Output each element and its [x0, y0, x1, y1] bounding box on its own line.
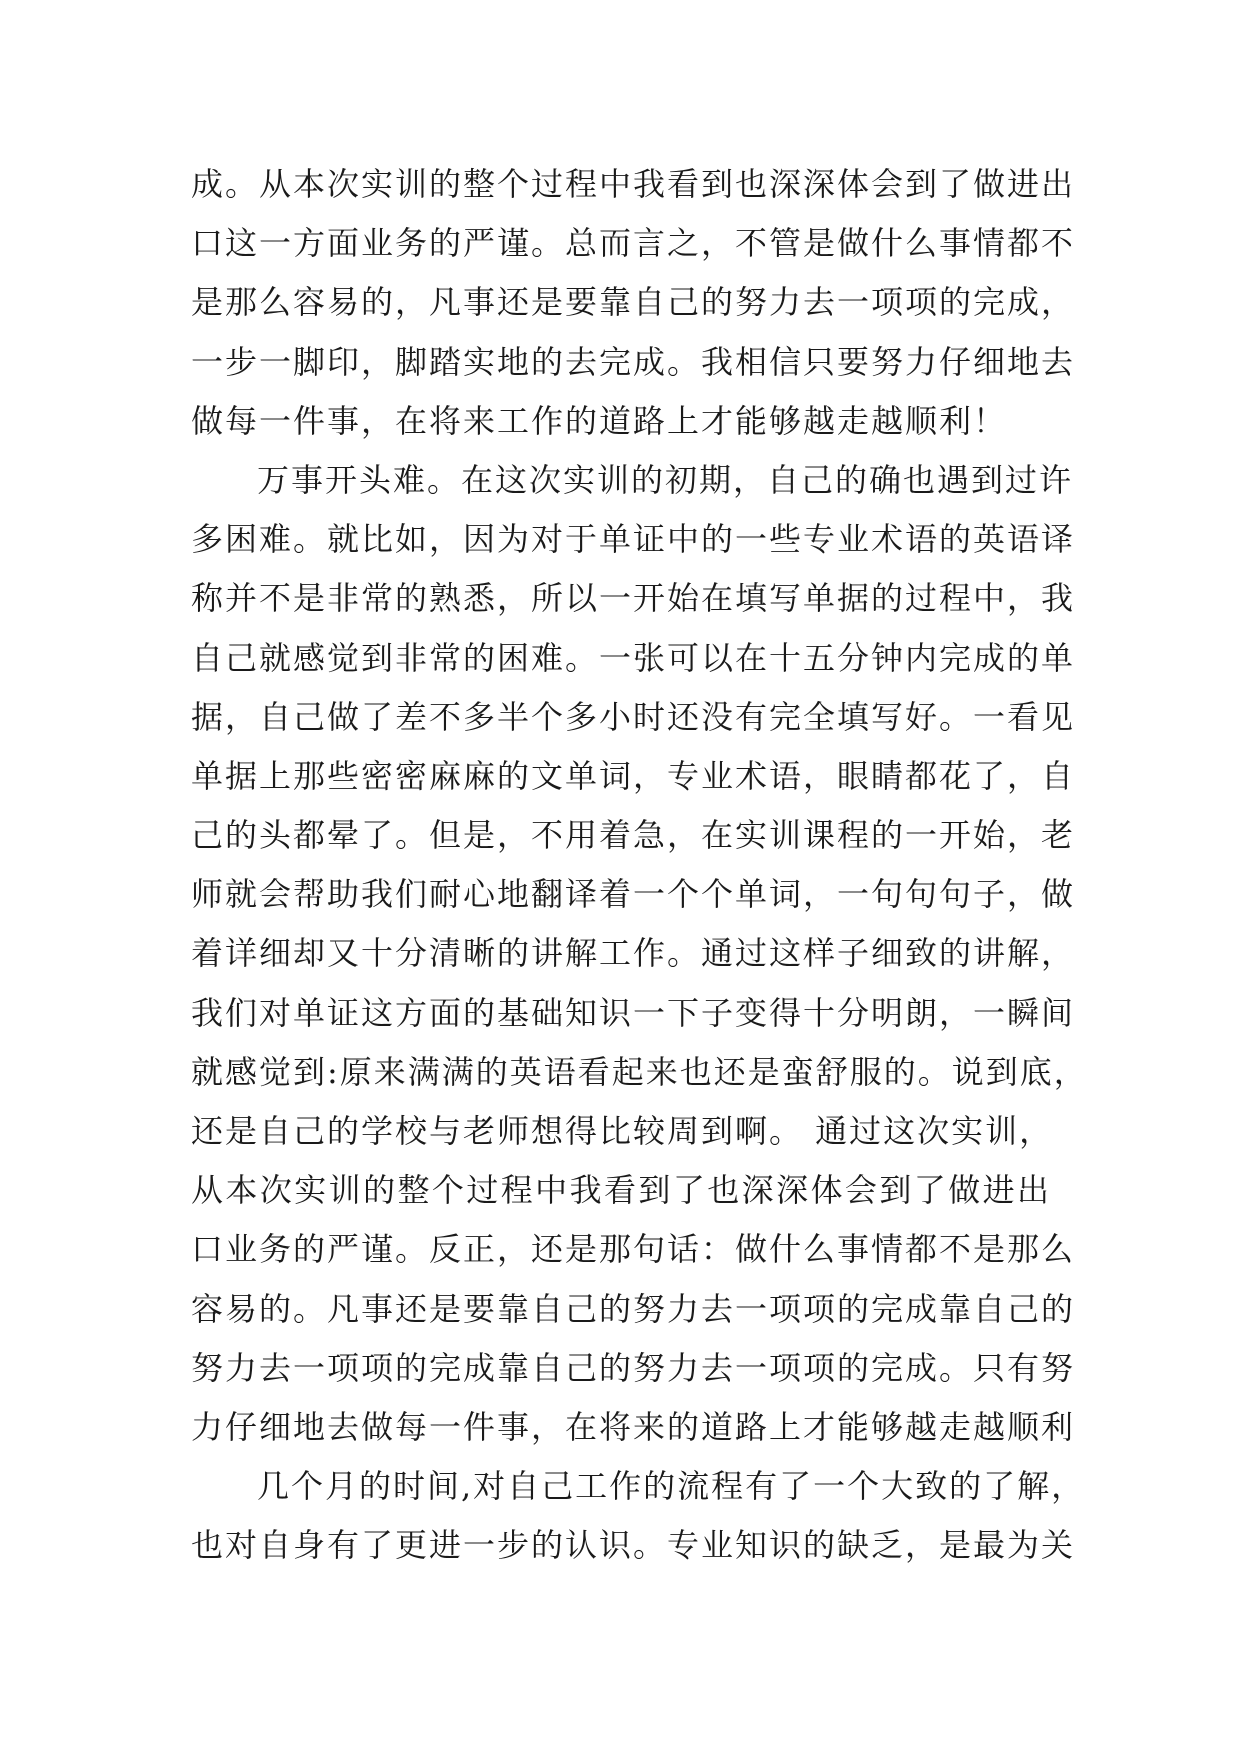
- text-line: 我们对单证这方面的基础知识一下子变得十分明朗，一瞬间: [191, 993, 1076, 1032]
- text-line: 就感觉到:原来满满的英语看起来也还是蛮舒服的。说到底，: [191, 1052, 1088, 1091]
- text-line: 是那么容易的，凡事还是要靠自己的努力去一项项的完成，: [191, 283, 1076, 322]
- text-line: 称并不是非常的熟悉，所以一开始在填写单据的过程中，我: [191, 579, 1076, 618]
- text-line: 自己就感觉到非常的困难。一张可以在十五分钟内完成的单: [191, 638, 1076, 677]
- text-line: 还是自己的学校与老师想得比较周到啊。 通过这次实训，: [191, 1112, 1054, 1150]
- text-line: 几个月的时间,对自己工作的流程有了一个大致的了解，: [257, 1467, 1086, 1506]
- text-line: 己的头都晕了。但是，不用着急，在实训课程的一开始，老: [191, 816, 1076, 855]
- text-line: 力仔细地去做每一件事，在将来的道路上才能够越走越顺利: [191, 1407, 1076, 1446]
- text-line: 也对自身有了更进一步的认识。专业知识的缺乏，是最为关: [191, 1526, 1076, 1565]
- text-line: 单据上那些密密麻麻的文单词，专业术语，眼睛都花了，自: [191, 756, 1076, 795]
- text-line: 万事开头难。在这次实训的初期，自己的确也遇到过许: [257, 460, 1074, 499]
- text-line: 成。从本次实训的整个过程中我看到也深深体会到了做进出: [191, 165, 1076, 203]
- text-line: 努力去一项项的完成靠自己的努力去一项项的完成。只有努: [191, 1348, 1076, 1387]
- text-line: 师就会帮助我们耐心地翻译着一个个单词，一句句句子，做: [191, 875, 1076, 914]
- text-line: 一步一脚印，脚踏实地的去完成。我相信只要努力仔细地去: [191, 342, 1076, 381]
- text-line: 据，自己做了差不多半个多小时还没有完全填写好。一看见: [191, 697, 1076, 736]
- text-line: 多困难。就比如，因为对于单证中的一些专业术语的英语译: [191, 520, 1076, 559]
- text-line: 口这一方面业务的严谨。总而言之，不管是做什么事情都不: [191, 224, 1076, 263]
- text-line: 从本次实训的整个过程中我看到了也深深体会到了做进出: [191, 1171, 1051, 1210]
- body-text: [191, 155, 1088, 1576]
- text-line: 做每一件事，在将来工作的道路上才能够越走越顺利！: [191, 401, 1008, 440]
- text-line: 口业务的严谨。反正，还是那句话：做什么事情都不是那么: [191, 1230, 1076, 1269]
- text-line: 容易的。凡事还是要靠自己的努力去一项项的完成靠自己的: [191, 1289, 1076, 1328]
- text-line: 着详细却又十分清晰的讲解工作。通过这样子细致的讲解，: [191, 934, 1076, 973]
